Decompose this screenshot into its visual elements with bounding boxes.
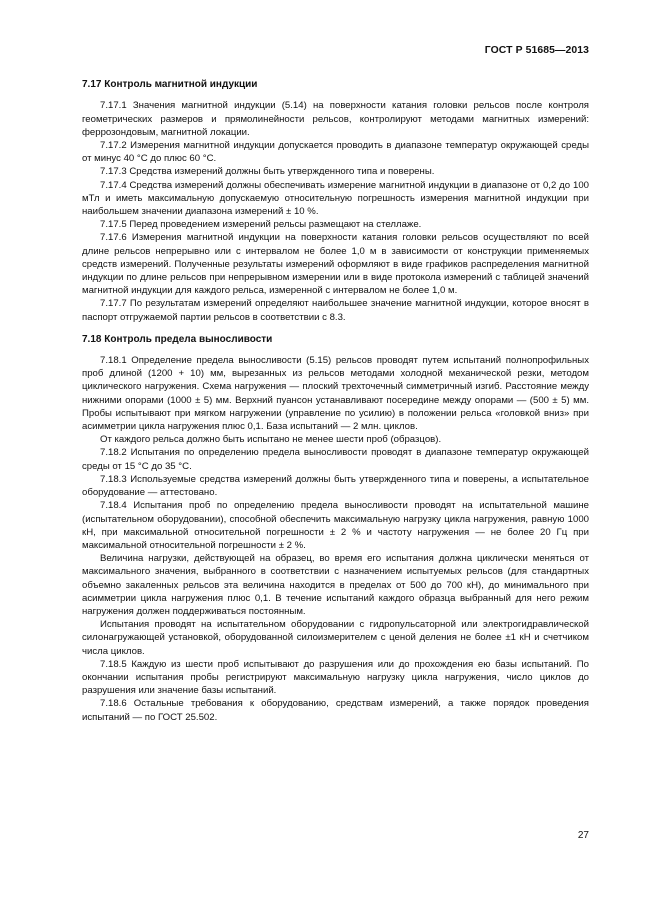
paragraph-7-18-3: 7.18.3 Используемые средства измерений должны быть утвержденного типа и поверены, а испытательное оборудование — аттестовано. xyxy=(82,473,589,499)
paragraph-7-17-1: 7.17.1 Значения магнитной индукции (5.14) на поверхности катания головки рельсов после контроля геометрических размеров и прямолинейности рельсов, контролируют методами магнитных измерений: феррозондовым, магнитной локации. xyxy=(82,100,589,138)
section-title-7-17: 7.17 Контроль магнитной индукции xyxy=(82,79,258,91)
paragraph-7-17-2: 7.17.2 Измерения магнитной индукции допускается проводить в диапазоне температур окружающей среды от минус 40 °С до плюс 60 °С. xyxy=(82,140,589,165)
paragraph-7-17-6: 7.17.6 Измерения магнитной индукции на поверхности катания головки рельсов осуществляют по всей длине рельсов непрерывно или с интервалом не более 1,0 м в зависимости от конструкции применяемых средств измерений. Полученные результаты измерений оформляют в виде графиков распределения магнитной индукции по длине рельсов при непрерывном измерении или в виде протокола измерений с таблицей значений магнитной индукции для каждого рельса, измеренной с интервалом не более 1,0 м. xyxy=(82,232,589,297)
standard-header: ГОСТ Р 51685—2013 xyxy=(484,45,589,56)
paragraph-7-18-4-equipment: Испытания проводят на испытательном оборудовании с гидропульсаторной или электрогидравлической силонагружающей установкой, оборудованной силоизмерителем с ценой деления не более ±1 кН и счетчиком числа циклов. xyxy=(82,619,589,657)
paragraph-7-18-2: 7.18.2 Испытания по определению предела выносливости проводят в диапазоне температур окружающей среды от 15 °С до 35 °С. xyxy=(82,447,589,472)
paragraph-7-17-3: 7.17.3 Средства измерений должны быть утвержденного типа и поверены. xyxy=(100,166,435,178)
section-title-7-18: 7.18 Контроль предела выносливости xyxy=(82,333,273,345)
paragraph-7-18-4-load: Величина нагрузки, действующей на образец, во время его испытания должна циклически меняться от максимального значения, выбранного в соответствии с назначением испытуемых рельсов (для стандартных объемно закаленных рельсов эта величина находится в пределах от 500 до 700 кН), до минимального при асимметрии цикла нагружения плюс 0,1. В течение испытаний каждого образца выбранный для него режим нагружения должен поддерживаться постоянным. xyxy=(82,553,589,617)
paragraph-7-17-5: 7.17.5 Перед проведением измерений рельсы размещают на стеллаже. xyxy=(100,219,422,231)
paragraph-7-18-6: 7.18.6 Остальные требования к оборудованию, средствам измерений, а также порядок проведения испытаний — по ГОСТ 25.502. xyxy=(82,698,589,723)
page-number: 27 xyxy=(577,830,589,841)
paragraph-7-17-4: 7.17.4 Средства измерений должны обеспечивать измерение магнитной индукции в диапазоне от 0,2 до 100 мТл и иметь максимальную допускаемую относительную погрешность измерения магнитной индукции при наибольшем значении диапазона измерений ± 10 %. xyxy=(82,179,589,218)
paragraph-7-17-7: 7.17.7 По результатам измерений определяют наибольшее значение магнитной индукции, которое вносят в паспорт отгружаемой партии рельсов в соответствии с 8.3. xyxy=(82,298,589,323)
paragraph-7-18-1-samples: От каждого рельса должно быть испытано не менее шести проб (образцов). xyxy=(100,434,442,446)
paragraph-7-18-5: 7.18.5 Каждую из шести проб испытывают до разрушения или до прохождения ею базы испытаний. По окончании испытания пробы регистрируют максимальную нагрузку цикла нагружения, число циклов до разрушения или значение базы испытаний. xyxy=(82,658,589,697)
paragraph-7-18-1: 7.18.1 Определение предела выносливости (5.15) рельсов проводят путем испытаний полнопрофильных проб длиной (1200 + 10) мм, вырезанных из рельсов методами холодной механической резки, методом циклического нагружения. Схема нагружения — плоский трехточечный симметричный изгиб. Расстояние между нижними опорами (1000 ± 5) мм. Верхний пуансон устанавливают посередине между опорами — (500 ± 5) мм. Пробы испытывают при мягком нагружении (управление по усилию) в положении рельса «головкой вниз» при асимметрии цикла нагружения плюс 0,1. База испытаний — 2 млн. циклов. xyxy=(82,355,589,433)
paragraph-7-18-4: 7.18.4 Испытания проб по определению предела выносливости проводят на испытательной машине (испытательном оборудовании), способной обеспечить максимальную нагрузку цикла нагружения, равную 1000 кН, при максимальной относительной погрешности ± 2 % и частоту нагружения — не более 20 Гц при максимальной относительной погрешности ± 2 %. xyxy=(82,500,589,551)
